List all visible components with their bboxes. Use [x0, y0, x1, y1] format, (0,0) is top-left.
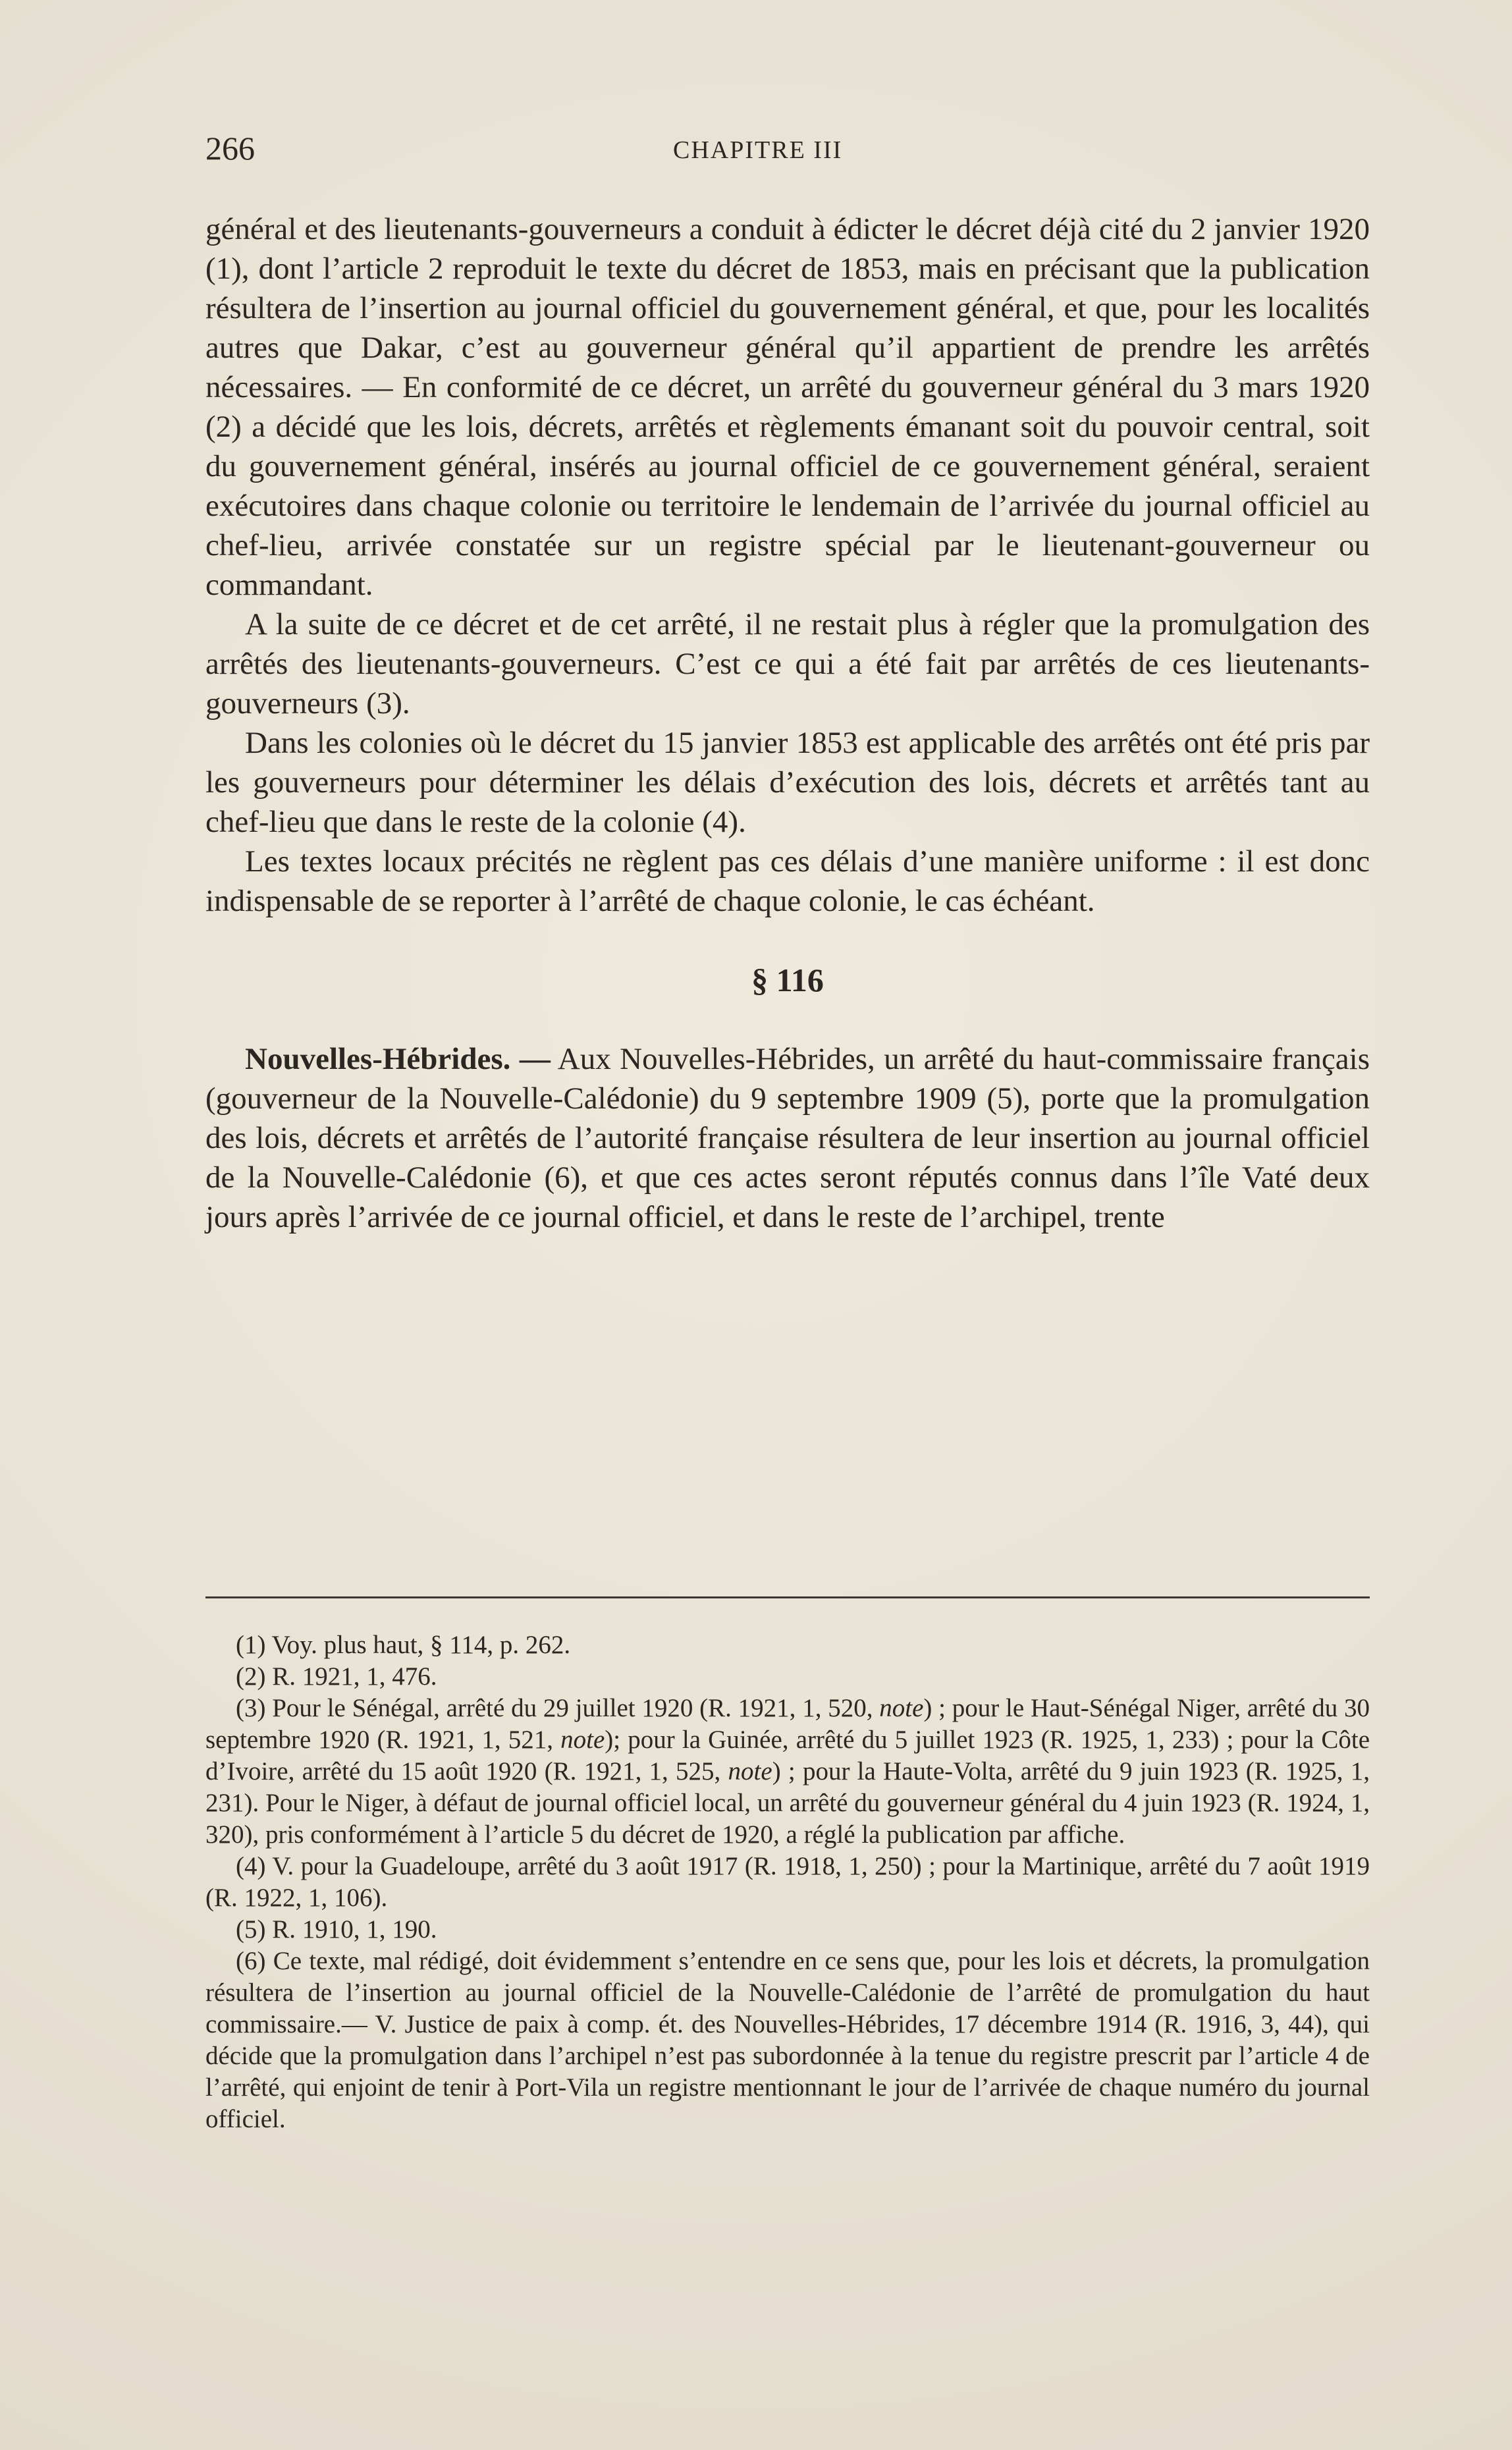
running-head: CHAPITRE III: [673, 136, 843, 164]
paragraph-1: général et des lieutenants-gouverneurs a conduit à édicter le décret déjà cité du 2 janvier 1920 (1), dont l’article 2 reproduit le texte du décret de 1853, mais en précisant que la publication résultera de l’insertion au journal officiel du gouvernement général, et que, pour les localités autres que Dakar, c’est au gouverneur général qu’il appartient de prendre les arrêtés nécessaires. — En conformité de ce décret, un arrêté du gouverneur général du 3 mars 1920 (2) a décidé que les lois, décrets, arrêtés et règlements émanant soit du pouvoir central, soit du gouvernement général, insérés au journal officiel de ce gouvernement général, seraient exécutoires dans chaque colonie ou territoire le lendemain de l’arrivée du journal officiel au chef-lieu, arrivée constatée sur un registre spécial par le lieutenant-gouverneur ou commandant.: [205, 212, 1370, 602]
footnote-rule: [205, 1596, 1370, 1598]
note-word: note: [560, 1726, 605, 1754]
main-text: [205, 209, 1370, 1237]
paragraph-5-lead: Nouvelles-Hébrides. —: [245, 1042, 551, 1076]
footnote-6: (6) Ce texte, mal rédigé, doit évidemment s’entendre en ce sens que, pour les lois et décrets, la promulgation résultera de l’insertion au journal officiel de la Nouvelle-Calédonie de l’arrêté de promulgation du haut commissaire.— V. Justice de paix à comp. ét. des Nouvelles-Hébrides, 17 décembre 1914 (R. 1916, 3, 44), qui décide que la promulgation dans l’archipel n’est pas subordonnée à la tenue du registre prescrit par l’article 4 de l’arrêté, qui enjoint de tenir à Port-Vila un registre mentionnant le jour de l’arrivée de chaque numéro du journal officiel.: [205, 1947, 1370, 2133]
paragraph-4: Les textes locaux précités ne règlent pas ces délais d’une manière uniforme : il est donc indispensable de se reporter à l’arrêté de chaque colonie, le cas échéant.: [205, 844, 1370, 918]
footnote-3-part-a: (3) Pour le Sénégal, arrêté du 29 juillet 1920 (R. 1921, 1, 520,: [236, 1694, 873, 1722]
footnotes: [205, 1629, 1370, 2135]
footnote-3-part-c: ); pour la Guinée, arrêté du 5 juillet 1923 (R. 1925, 1, 233) ; pour la Côte d’Ivoire, arrêté du 15 août 1920 (R. 1921, 1, 525,: [205, 1726, 1370, 1785]
footnote-1: (1) Voy. plus haut, § 114, p. 262.: [236, 1631, 571, 1659]
section-heading: § 116: [751, 962, 824, 998]
page-header: [205, 129, 1370, 175]
footnote-3-part-d: ) ; pour la Haute-Volta, arrêté du 9 juin 1923 (R. 1925, 1, 231). Pour le Niger, à défaut de journal officiel local, un arrêté du gouverneur général du 4 juin 1923 (R. 1924, 1, 320), pris conformément à l’article 5 du décret de 1920, a réglé la publication par affiche.: [205, 1757, 1370, 1849]
footnote-5: (5) R. 1910, 1, 190.: [236, 1915, 437, 1944]
footnote-2: (2) R. 1921, 1, 476.: [236, 1662, 437, 1691]
footnote-3: [205, 1693, 1370, 1851]
paragraph-5: [205, 1039, 1370, 1237]
note-word: note: [879, 1694, 924, 1722]
paragraph-3: Dans les colonies où le décret du 15 janvier 1853 est applicable des arrêtés ont été pris par les gouverneurs pour déterminer les délais d’exécution des lois, décrets et arrêtés tant au chef-lieu que dans le reste de la colonie (4).: [205, 726, 1370, 839]
paragraph-2: A la suite de ce décret et de cet arrêté, il ne restait plus à régler que la promulgation des arrêtés des lieutenants-gouverneurs. C’est ce qui a été fait par arrêtés de ces lieutenants-gouverneurs (3).: [205, 607, 1370, 721]
page-number: 266: [205, 130, 255, 167]
footnote-3-part-b: ) ; pour le Haut-Sénégal Niger, arrêté du 30 septembre 1920 (R. 1921, 1, 521,: [205, 1694, 1370, 1754]
note-word: note: [728, 1757, 772, 1785]
paragraph-5-text: Aux Nouvelles-Hébrides, un arrêté du haut-commissaire français (gouverneur de la Nouvelle-Calédonie) du 9 septembre 1909 (5), porte que la promulgation des lois, décrets et arrêtés de l’autorité française résultera de leur insertion au journal officiel de la Nouvelle-Calédonie (6), et que ces actes seront réputés connus dans l’île Vaté deux jours après l’arrivée de ce journal officiel, et dans le reste de l’archipel, trente: [205, 1042, 1370, 1234]
footnote-4: (4) V. pour la Guadeloupe, arrêté du 3 août 1917 (R. 1918, 1, 250) ; pour la Martinique, arrêté du 7 août 1919 (R. 1922, 1, 106).: [205, 1852, 1370, 1912]
